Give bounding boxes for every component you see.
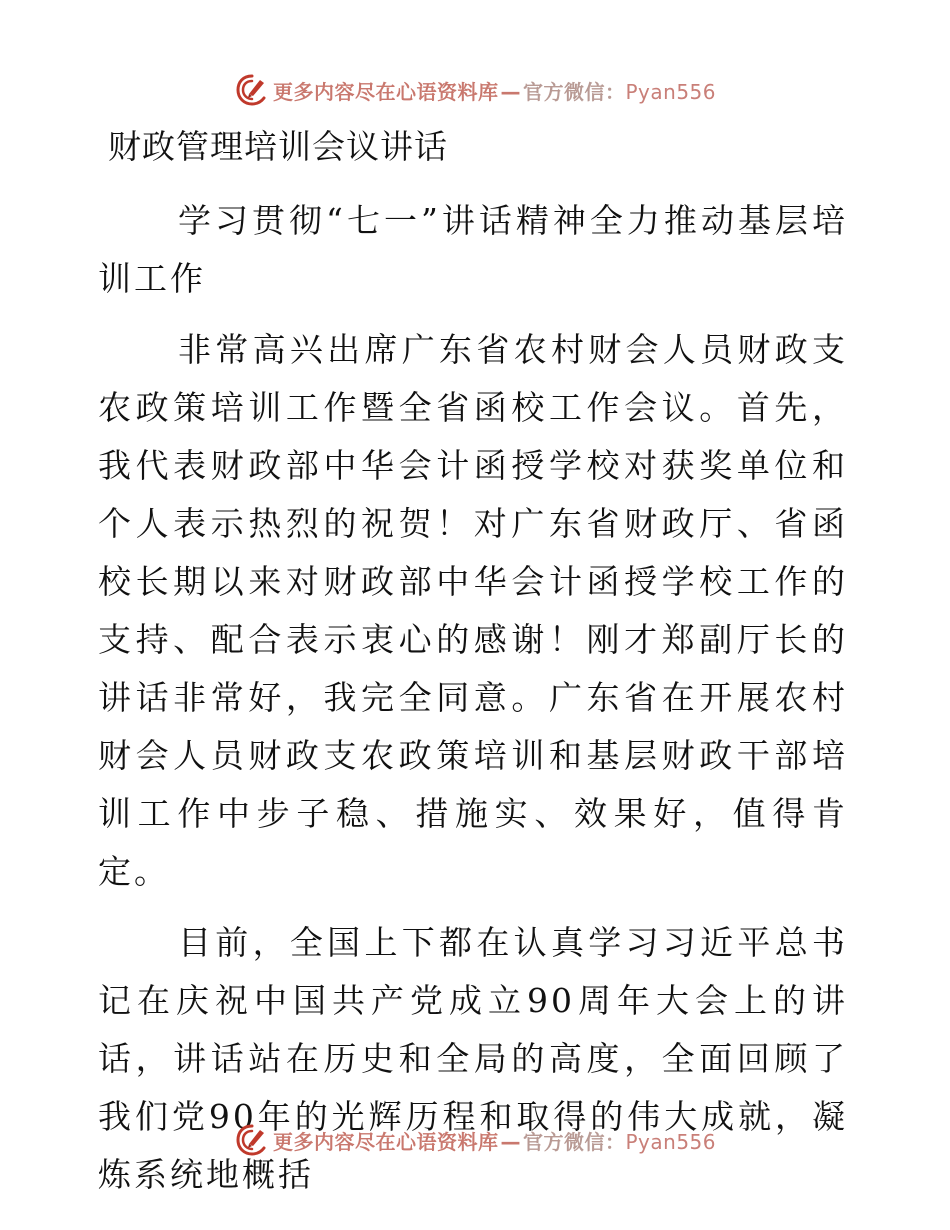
pen-nib-swirl-icon (235, 1123, 269, 1157)
header-watermark (235, 72, 716, 108)
document-title: 财政管理培训会议讲话 (108, 127, 448, 166)
watermark-wechat-id: Pyan556 (625, 1129, 717, 1154)
watermark-main-text: 更多内容尽在心语资料库 (273, 1129, 499, 1154)
pen-nib-swirl-icon (235, 73, 269, 107)
footer-watermark (235, 1122, 716, 1158)
watermark-wechat-id: Pyan556 (625, 79, 717, 104)
watermark-dash: — (500, 1129, 521, 1154)
watermark-main-text: 更多内容尽在心语资料库 (273, 79, 499, 104)
watermark-official-label: 官方微信： (523, 1129, 626, 1154)
watermark-dash: — (500, 79, 521, 104)
paragraph: 非常高兴出席广东省农村财会人员财政支农政策培训工作暨全省函校工作会议。首先，我代表财政部中华会计函授学校对获奖单位和个人表示热烈的祝贺！对广东省财政厅、省函校长期以来对财政部中华会计函授学校工作的支持、配合表示衷心的感谢！刚才郑副厅长的讲话非常好，我完全同意。广东省在开展农村财会人员财政支农政策培训和基层财政干部培训工作中步子稳、措施实、效果好，值得肯定。 (98, 330, 848, 891)
paragraph-subtitle: 学习贯彻“七一”讲话精神全力推动基层培训工作 (98, 201, 848, 298)
watermark-official-label: 官方微信： (523, 79, 626, 104)
document-body (98, 192, 848, 1217)
paragraph: 目前，全国上下都在认真学习习近平总书记在庆祝中国共产党成立90周年大会上的讲话，讲话站在历史和全局的高度，全面回顾了我们党90年的光辉历程和取得的伟大成就，凝炼系统地概括 (98, 923, 848, 1194)
